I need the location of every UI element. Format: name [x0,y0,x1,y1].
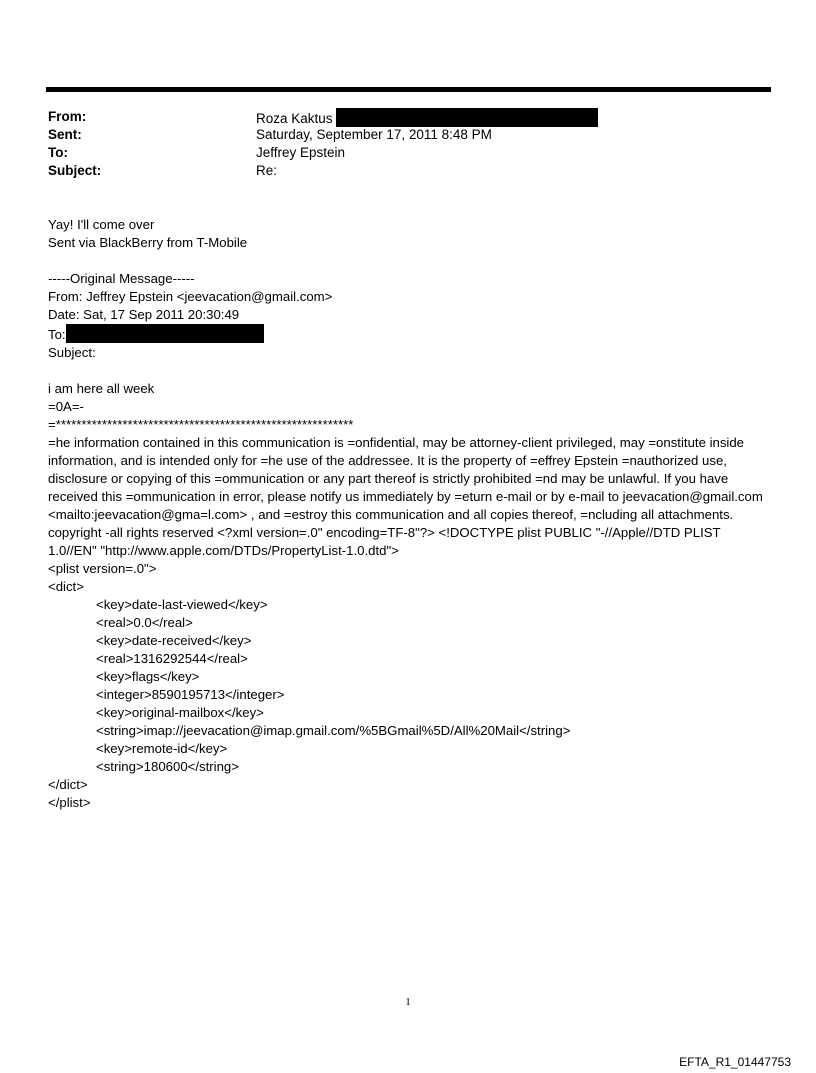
plist-open-line: <plist version=.0"> [48,561,157,576]
dict-line: <key>remote-id</key> [96,741,228,756]
reply-line: Sent via BlackBerry from T-Mobile [48,235,248,250]
message-line: =********************************************************** [48,417,354,432]
message-line: i am here all week [48,381,155,396]
blank-line [48,252,770,270]
original-message-line: -----Original Message----- [48,271,195,286]
original-to-label: To: [48,327,66,342]
from-value [256,108,598,128]
dict-line: <real>0.0</real> [96,615,193,630]
dict-line: <key>date-received</key> [96,633,252,648]
from-name: Roza Kaktus [256,111,333,126]
reply-line: Yay! I'll come over [48,217,155,232]
dict-close-line: </dict> [48,777,88,792]
subject-value: Re: [256,163,278,178]
dict-open-line: <dict> [48,579,84,594]
original-from-line: From: Jeffrey Epstein <jeevacation@gmail.com> [48,289,333,304]
to-label: To: [48,145,68,160]
original-to-line [48,324,770,344]
sent-label: Sent: [48,127,82,142]
email-body [48,216,770,812]
plist-close-line: </plist> [48,795,91,810]
from-label: From: [48,109,87,124]
document-id: EFTA_R1_01447753 [679,1055,791,1069]
dict-line: <real>1316292544</real> [96,651,248,666]
to-value: Jeffrey Epstein [256,145,346,160]
original-date-line: Date: Sat, 17 Sep 2011 20:30:49 [48,307,240,322]
redaction-block [336,108,598,127]
original-subject-line: Subject: [48,345,96,360]
sent-value: Saturday, September 17, 2011 8:48 PM [256,127,492,142]
dict-line: <string>180600</string> [96,759,239,774]
page-number: 1 [405,996,411,1008]
dict-line: <key>date-last-viewed</key> [96,597,268,612]
redaction-block [66,324,264,343]
disclaimer-paragraph: =he information contained in this communication is =onfidential, may be attorney-client privileged, may =onstitute inside information, and is intended only for =he use of the addressee. It is the property of =effrey Epstein =nauthorized use, disclosure or copying of this =ommunication or any part thereof is strictly prohibited =nd may be unlawful. If you have received this =ommunication in error, please notify us immediately by =eturn e-mail or by e-mail to jeevacation@gmail.com <mailto:jeevacation@gma=l.com> , and =estroy this communication and all copies thereof, =ncluding all attachments. copyright -all rights reserved <?xml version=.0" encoding=TF-8"?> <!DOCTYPE plist PUBLIC "-//Apple//DTD PLIST 1.0//EN" "http://www.apple.com/DTDs/PropertyList-1.0.dtd"> [48,435,767,558]
header-rule [46,87,771,92]
dict-line: <key>original-mailbox</key> [96,705,264,720]
blank-line [48,362,770,380]
dict-line: <key>flags</key> [96,669,200,684]
subject-label: Subject: [48,163,102,178]
message-line: =0A=- [48,399,84,414]
dict-line: <integer>8590195713</integer> [96,687,285,702]
dict-line: <string>imap://jeevacation@imap.gmail.com/%5BGmail%5D/All%20Mail</string> [96,723,571,738]
